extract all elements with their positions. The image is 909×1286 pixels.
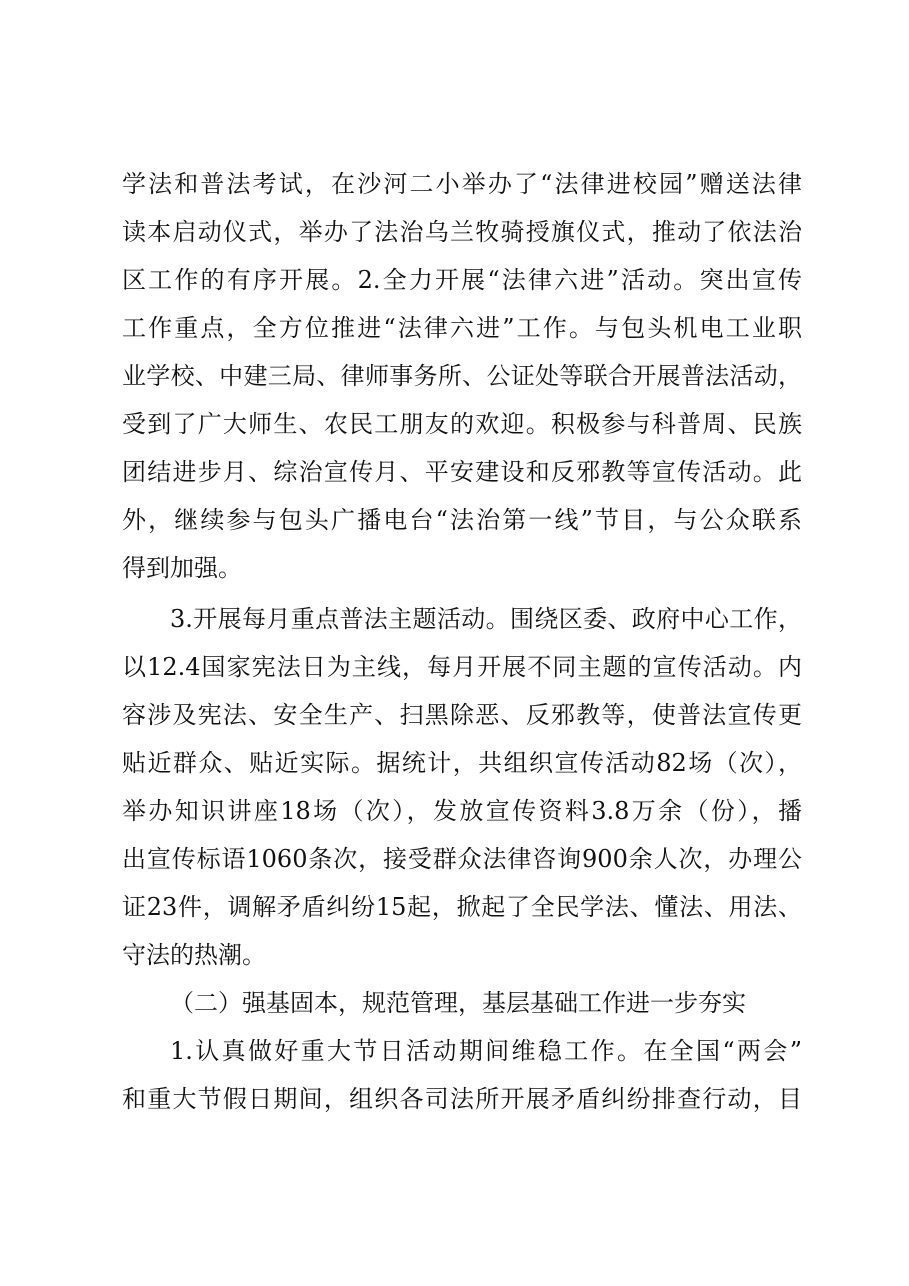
text-line: 学法和普法考试，在沙河二小举办了“法律进校园”赠送法律 [122, 170, 802, 198]
text-line: 受到了广大师生、农民工朋友的欢迎。积极参与科普周、民族 [122, 410, 802, 438]
text-line: 守法的热潮。 [122, 941, 266, 969]
paragraph-first-line: 3.开展每月重点普法主题活动。围绕区委、政府中心工作， [170, 605, 802, 633]
text-line: 贴近群众、贴近实际。据统计，共组织宣传活动82场（次）， [122, 749, 802, 777]
text-line: 团结进步月、综治宣传月、平安建设和反邪教等宣传活动。此 [122, 458, 802, 486]
text-line: 以12.4国家宪法日为主线，每月开展不同主题的宣传活动。内 [122, 653, 802, 681]
text-line: 得到加强。 [122, 554, 242, 582]
text-line: 举办知识讲座18场（次），发放宣传资料3.8万余（份），播 [122, 797, 802, 825]
text-line: 读本启动仪式，举办了法治乌兰牧骑授旗仪式，推动了依法治 [122, 218, 802, 246]
text-line: 出宣传标语1060条次，接受群众法律咨询900余人次，办理公 [122, 845, 802, 873]
text-line: 容涉及宪法、安全生产、扫黑除恶、反邪教等，使普法宣传更 [122, 701, 802, 729]
paragraph-first-line: 1.认真做好重大节日活动期间维稳工作。在全国“两会” [170, 1037, 802, 1065]
text-line: 区工作的有序开展。2.全力开展“法律六进”活动。突出宣传 [122, 266, 802, 294]
text-line: 工作重点，全方位推进“法律六进”工作。与包头机电工业职 [122, 314, 802, 342]
text-line: 外，继续参与包头广播电台“法治第一线”节目，与公众联系 [122, 506, 802, 534]
text-line: 证23件，调解矛盾纠纷15起，掀起了全民学法、懂法、用法、 [122, 893, 802, 921]
text-line: 和重大节假日期间，组织各司法所开展矛盾纠纷排查行动，目 [122, 1085, 802, 1113]
section-heading: （二）强基固本，规范管理，基层基础工作进一步夯实 [170, 989, 746, 1017]
text-line: 业学校、中建三局、律师事务所、公证处等联合开展普法活动， [122, 362, 802, 390]
